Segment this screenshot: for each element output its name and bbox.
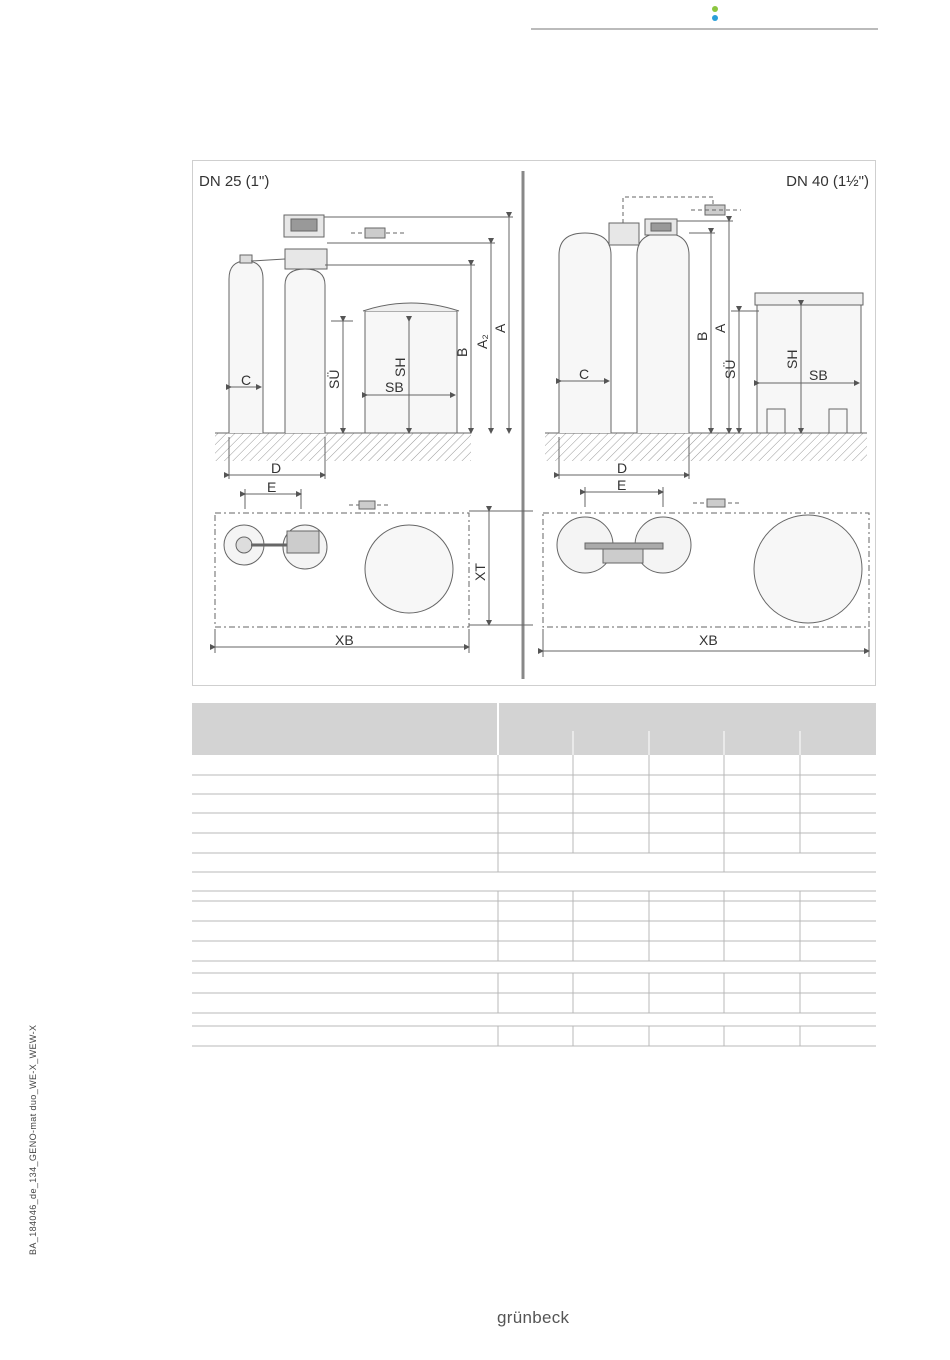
header-rule — [531, 28, 878, 30]
dim-label-b-left: B — [454, 347, 470, 357]
dim-label-su-right: SÜ — [722, 359, 738, 379]
right-panel-elevation — [545, 197, 867, 507]
dimension-drawing-svg — [193, 161, 877, 687]
dim-label-c-right: C — [579, 366, 590, 382]
dim-label-xt: XT — [472, 563, 488, 581]
dim-label-b-right: B — [694, 331, 710, 341]
dim-label-sh-right: SH — [784, 349, 800, 369]
brand-logo: grünbeck — [497, 1308, 570, 1327]
panel-title-dn40: DN 40 (1½") — [786, 173, 869, 190]
technical-data-table — [192, 703, 876, 1048]
dim-label-a-right: A — [712, 323, 728, 333]
dimension-drawing — [192, 160, 876, 686]
dim-label-sb-right: SB — [809, 367, 828, 383]
dim-label-xb-left: XB — [335, 632, 354, 648]
dim-label-e-left: E — [267, 479, 277, 495]
left-panel-elevation — [215, 215, 513, 509]
dim-label-sb-left: SB — [385, 379, 404, 395]
brand-logo-dots-icon — [710, 3, 720, 23]
dim-label-a2-left: A₂ — [474, 334, 490, 349]
dim-label-sh-left: SH — [392, 357, 408, 377]
dim-label-a-left: A — [492, 323, 508, 333]
dim-label-d-left: D — [271, 460, 282, 476]
dim-label-d-right: D — [617, 460, 628, 476]
dimension-labels — [241, 323, 828, 648]
document-code: BA_184046_de_134_GENO-mat duo_WE-X_WEW-X — [28, 1024, 38, 1255]
table-rows — [192, 755, 876, 1046]
panel-title-dn25: DN 25 (1") — [199, 173, 270, 190]
dim-label-xb-right: XB — [699, 632, 718, 648]
dim-label-su-left: SÜ — [326, 369, 342, 389]
dim-label-c-left: C — [241, 372, 252, 388]
table-header — [192, 703, 876, 755]
dim-label-e-right: E — [617, 477, 627, 493]
